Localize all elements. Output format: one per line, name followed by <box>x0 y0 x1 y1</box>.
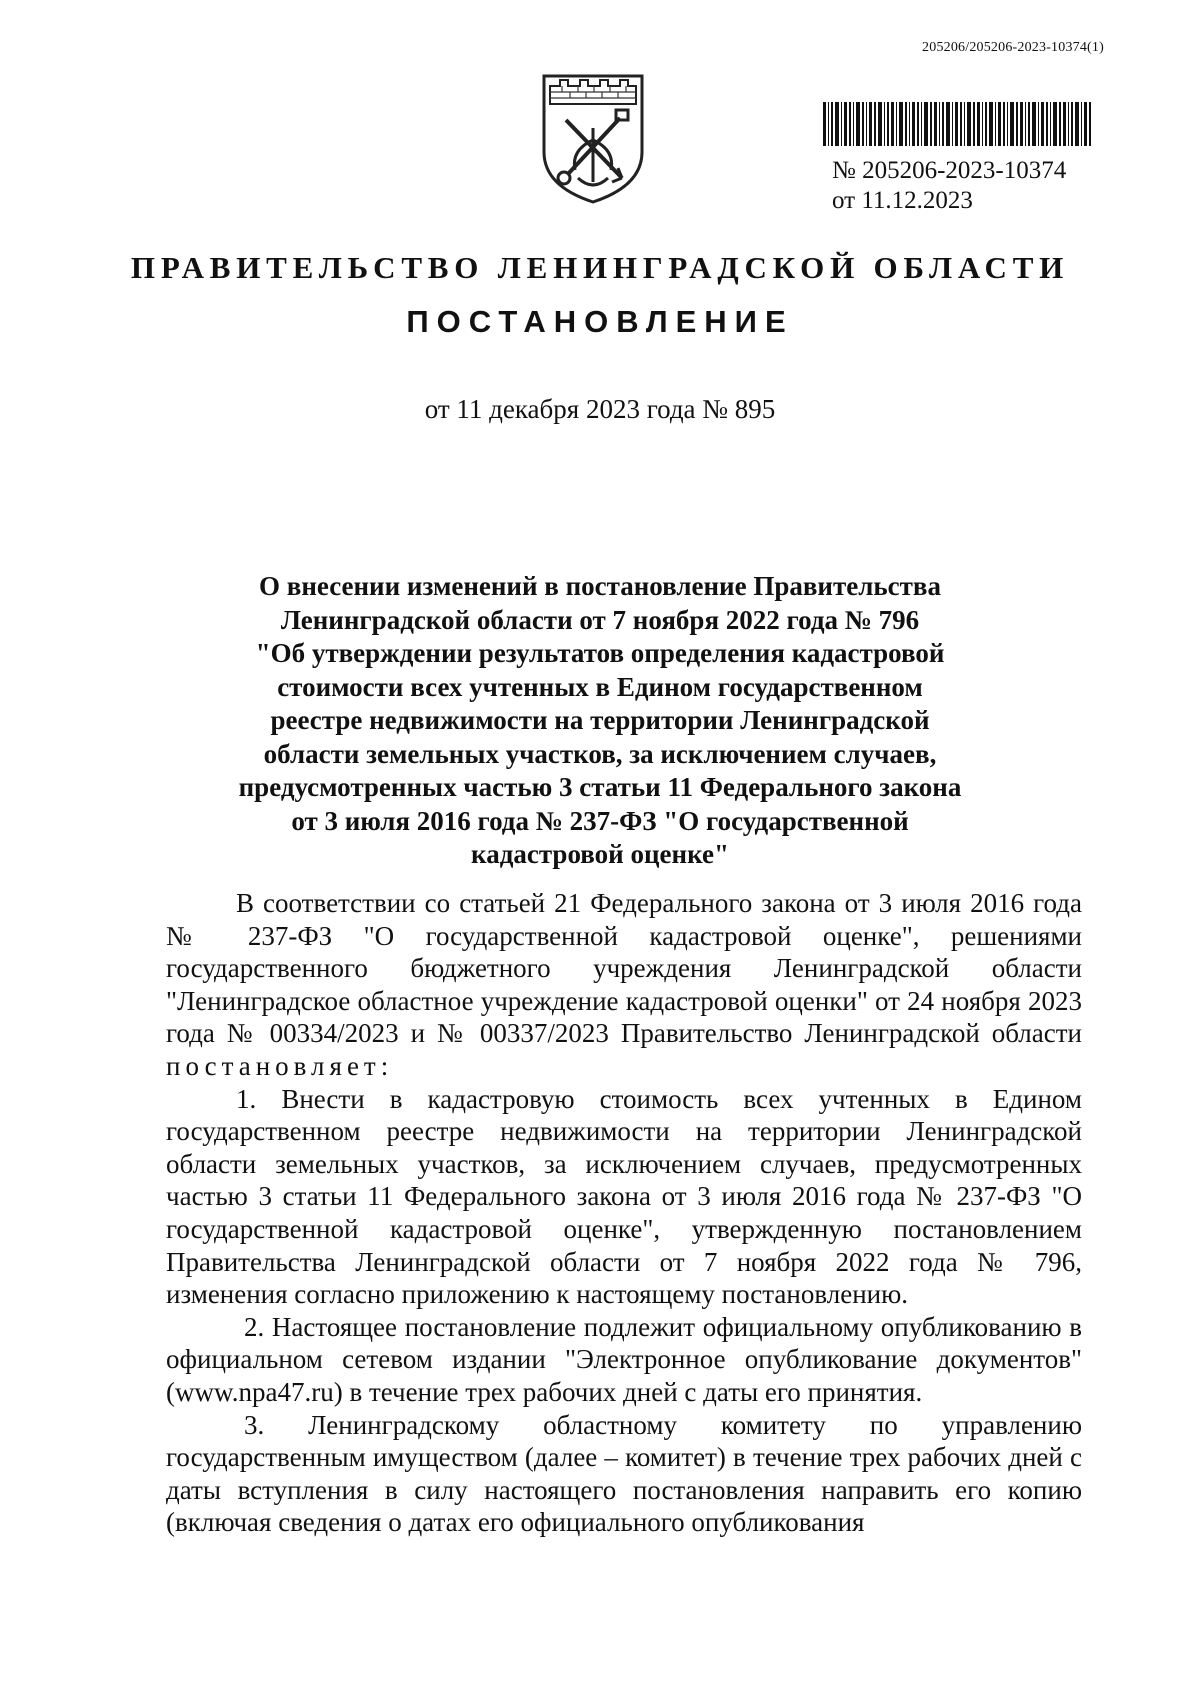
subject-line: от 3 июля 2016 года № 237-ФЗ "О государственной <box>291 805 909 836</box>
registration-stamp-top: 205206/205206-2023-10374(1) <box>922 40 1104 55</box>
barcode-icon <box>823 102 1091 146</box>
government-title: ПРАВИТЕЛЬСТВО ЛЕНИНГРАДСКОЙ ОБЛАСТИ <box>130 250 1070 285</box>
registration-number: № 205206-2023-10374 <box>832 157 1067 184</box>
document-subject <box>200 570 1000 872</box>
preamble-text: В соответствии со статьей 21 Федерального закона от 3 июля 2016 года № 237-ФЗ "О государственной кадастровой оценке", решениями государственного бюджетного учреждения Ленинградской области "Ленинградское областное учреждение кадастровой оценки" от 24 ноября 2023 года № 00334/2023 и № 00337/2023 Правительство Ленинградской области <box>166 888 1082 1049</box>
coat-of-arms-icon <box>538 70 648 206</box>
item-1-paragraph: 1. Внести в кадастровую стоимость всех учтенных в Едином государственном реестре недвижимости на территории Ленинградской области земельных участков, за исключением случаев, предусмотренных частью 3 статьи 11 Федерального закона от 3 июля 2016 года № 237-ФЗ "О государственной кадастровой оценке", утвержденную постановлением Правительства Ленинградской области от 7 ноября 2022 года № 796, изменения согласно приложению к настоящему постановлению. <box>166 1083 1082 1310</box>
subject-line: стоимости всех учтенных в Едином государственном <box>277 671 923 702</box>
document-body <box>166 887 1082 1539</box>
item-3-paragraph: 3. Ленинградскому областному комитету по управлению государственным имуществом (далее – комитет) в течение трех рабочих дней с даты вступления в силу настоящего постановления направить его копию (включая сведения о датах его официального опубликования <box>166 1409 1082 1538</box>
preamble-paragraph <box>166 887 1082 1083</box>
registration-block <box>832 156 1066 216</box>
document-type: ПОСТАНОВЛЕНИЕ <box>406 304 794 339</box>
registration-date: от 11.12.2023 <box>832 187 973 214</box>
subject-line: Ленинградской области от 7 ноября 2022 года № 796 <box>280 604 920 635</box>
subject-line: области земельных участков, за исключением случаев, <box>263 738 937 769</box>
subject-line: реестре недвижимости на территории Ленинградской <box>270 705 930 735</box>
subject-line: кадастровой оценке" <box>471 839 729 869</box>
subject-line: предусмотренных частью 3 статьи 11 Федерального закона <box>238 772 962 802</box>
document-date-number: от 11 декабря 2023 года № 895 <box>424 394 776 424</box>
subject-line: О внесении изменений в постановление Правительства <box>259 571 941 601</box>
item-2-paragraph: 2. Настоящее постановление подлежит официальному опубликованию в официальном сетевом издании "Электронное опубликование документов" (www.npa47.ru) в течение трех рабочих дней с даты его принятия. <box>166 1311 1082 1407</box>
resolves-word: постановляет: <box>166 1050 394 1081</box>
subject-line: "Об утверждении результатов определения кадастровой <box>255 638 945 668</box>
